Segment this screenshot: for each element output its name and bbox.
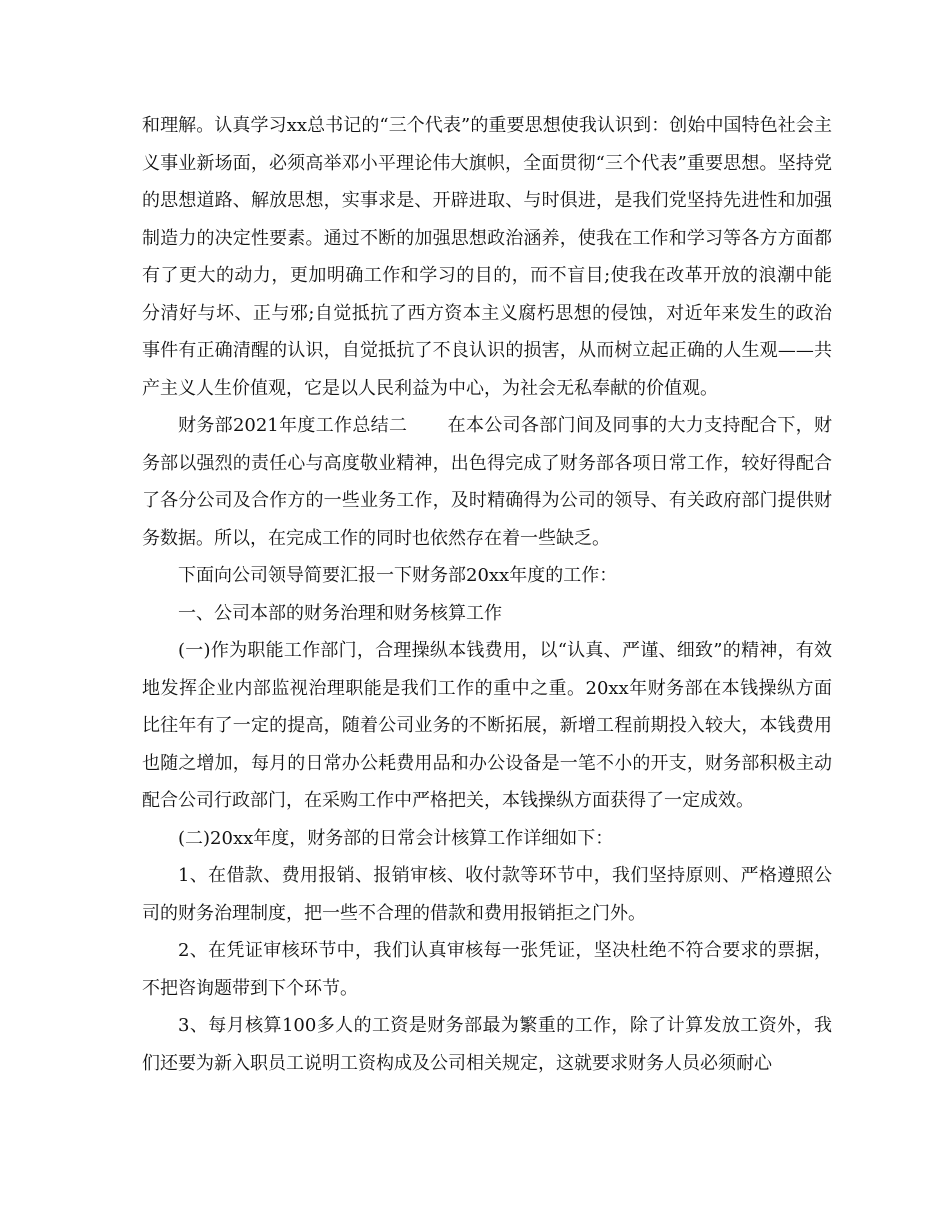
section-heading-one: 一、公司本部的财务治理和财务核算工作 [178, 602, 502, 624]
paragraph-summary-two-text: 在本公司各部门间及同事的大力支持配合下，财务部以强烈的责任心与高度敬业精神，出色得完成了财务部各项日常工作，较好得配合了各分公司及合作方的一些业务工作，及时精确得为公司的领导、有关政府部门提供财务数据。所以，在完成工作的同时也依然存在着一些缺乏。 [142, 415, 832, 549]
list-item-2: 2、在凭证审核环节中，我们认真审核每一张凭证，坚决杜绝不符合要求的票据，不把咨询题带到下个环节。 [142, 940, 832, 999]
paragraph-summary-two [142, 407, 832, 557]
paragraph-report-intro: 下面向公司领导简要汇报一下财务部20xx年度的工作： [178, 565, 618, 586]
section-title: 财务部2021年度工作总结二 [178, 415, 408, 436]
paragraph-cost-control: (一)作为职能工作部门，合理操纵本钱费用，以“认真、严谨、细致”的精神，有效地发挥企业内部监视治理职能是我们工作的重中之重。20xx年财务部在本钱操纵方面比往年有了一定的提高，随着公司业务的不断拓展，新增工程前期投入较大，本钱费用也随之增加，每月的日常办公耗费用品和办公设备是一笔不小的开支，财务部积极主动配合公司行政部门，在采购工作中严格把关，本钱操纵方面获得了一定成效。 [142, 640, 832, 811]
document-body [142, 107, 832, 1082]
paragraph-intro: 和理解。认真学习xx总书记的“三个代表”的重要思想使我认识到：创始中国特色社会主义事业新场面，必须高举邓小平理论伟大旗帜，全面贯彻“三个代表”重要思想。坚持党的思想道路、解放思想，实事求是、开辟进取、与时俱进，是我们党坚持先进性和加强制造力的决定性要素。通过不断的加强思想政治涵养，使我在工作和学习等各方方面都有了更大的动力，更加明确工作和学习的目的，而不盲目;使我在改革开放的浪潮中能分清好与坏、正与邪;自觉抵抗了西方资本主义腐朽思想的侵蚀，对近年来发生的政治事件有正确清醒的认识，自觉抵抗了不良认识的损害，从而树立起正确的人生观——共产主义人生价值观，它是以人民利益为中心，为社会无私奉献的价值观。 [142, 115, 832, 399]
list-item-3: 3、每月核算100多人的工资是财务部最为繁重的工作，除了计算发放工资外，我们还要为新入职员工说明工资构成及公司相关规定，这就要求财务人员必须耐心 [142, 1015, 832, 1074]
paragraph-accounting-work: (二)20xx年度，财务部的日常会计核算工作详细如下： [178, 827, 614, 849]
list-item-1: 1、在借款、费用报销、报销审核、收付款等环节中，我们坚持原则、严格遵照公司的财务治理制度，把一些不合理的借款和费用报销拒之门外。 [142, 865, 832, 924]
